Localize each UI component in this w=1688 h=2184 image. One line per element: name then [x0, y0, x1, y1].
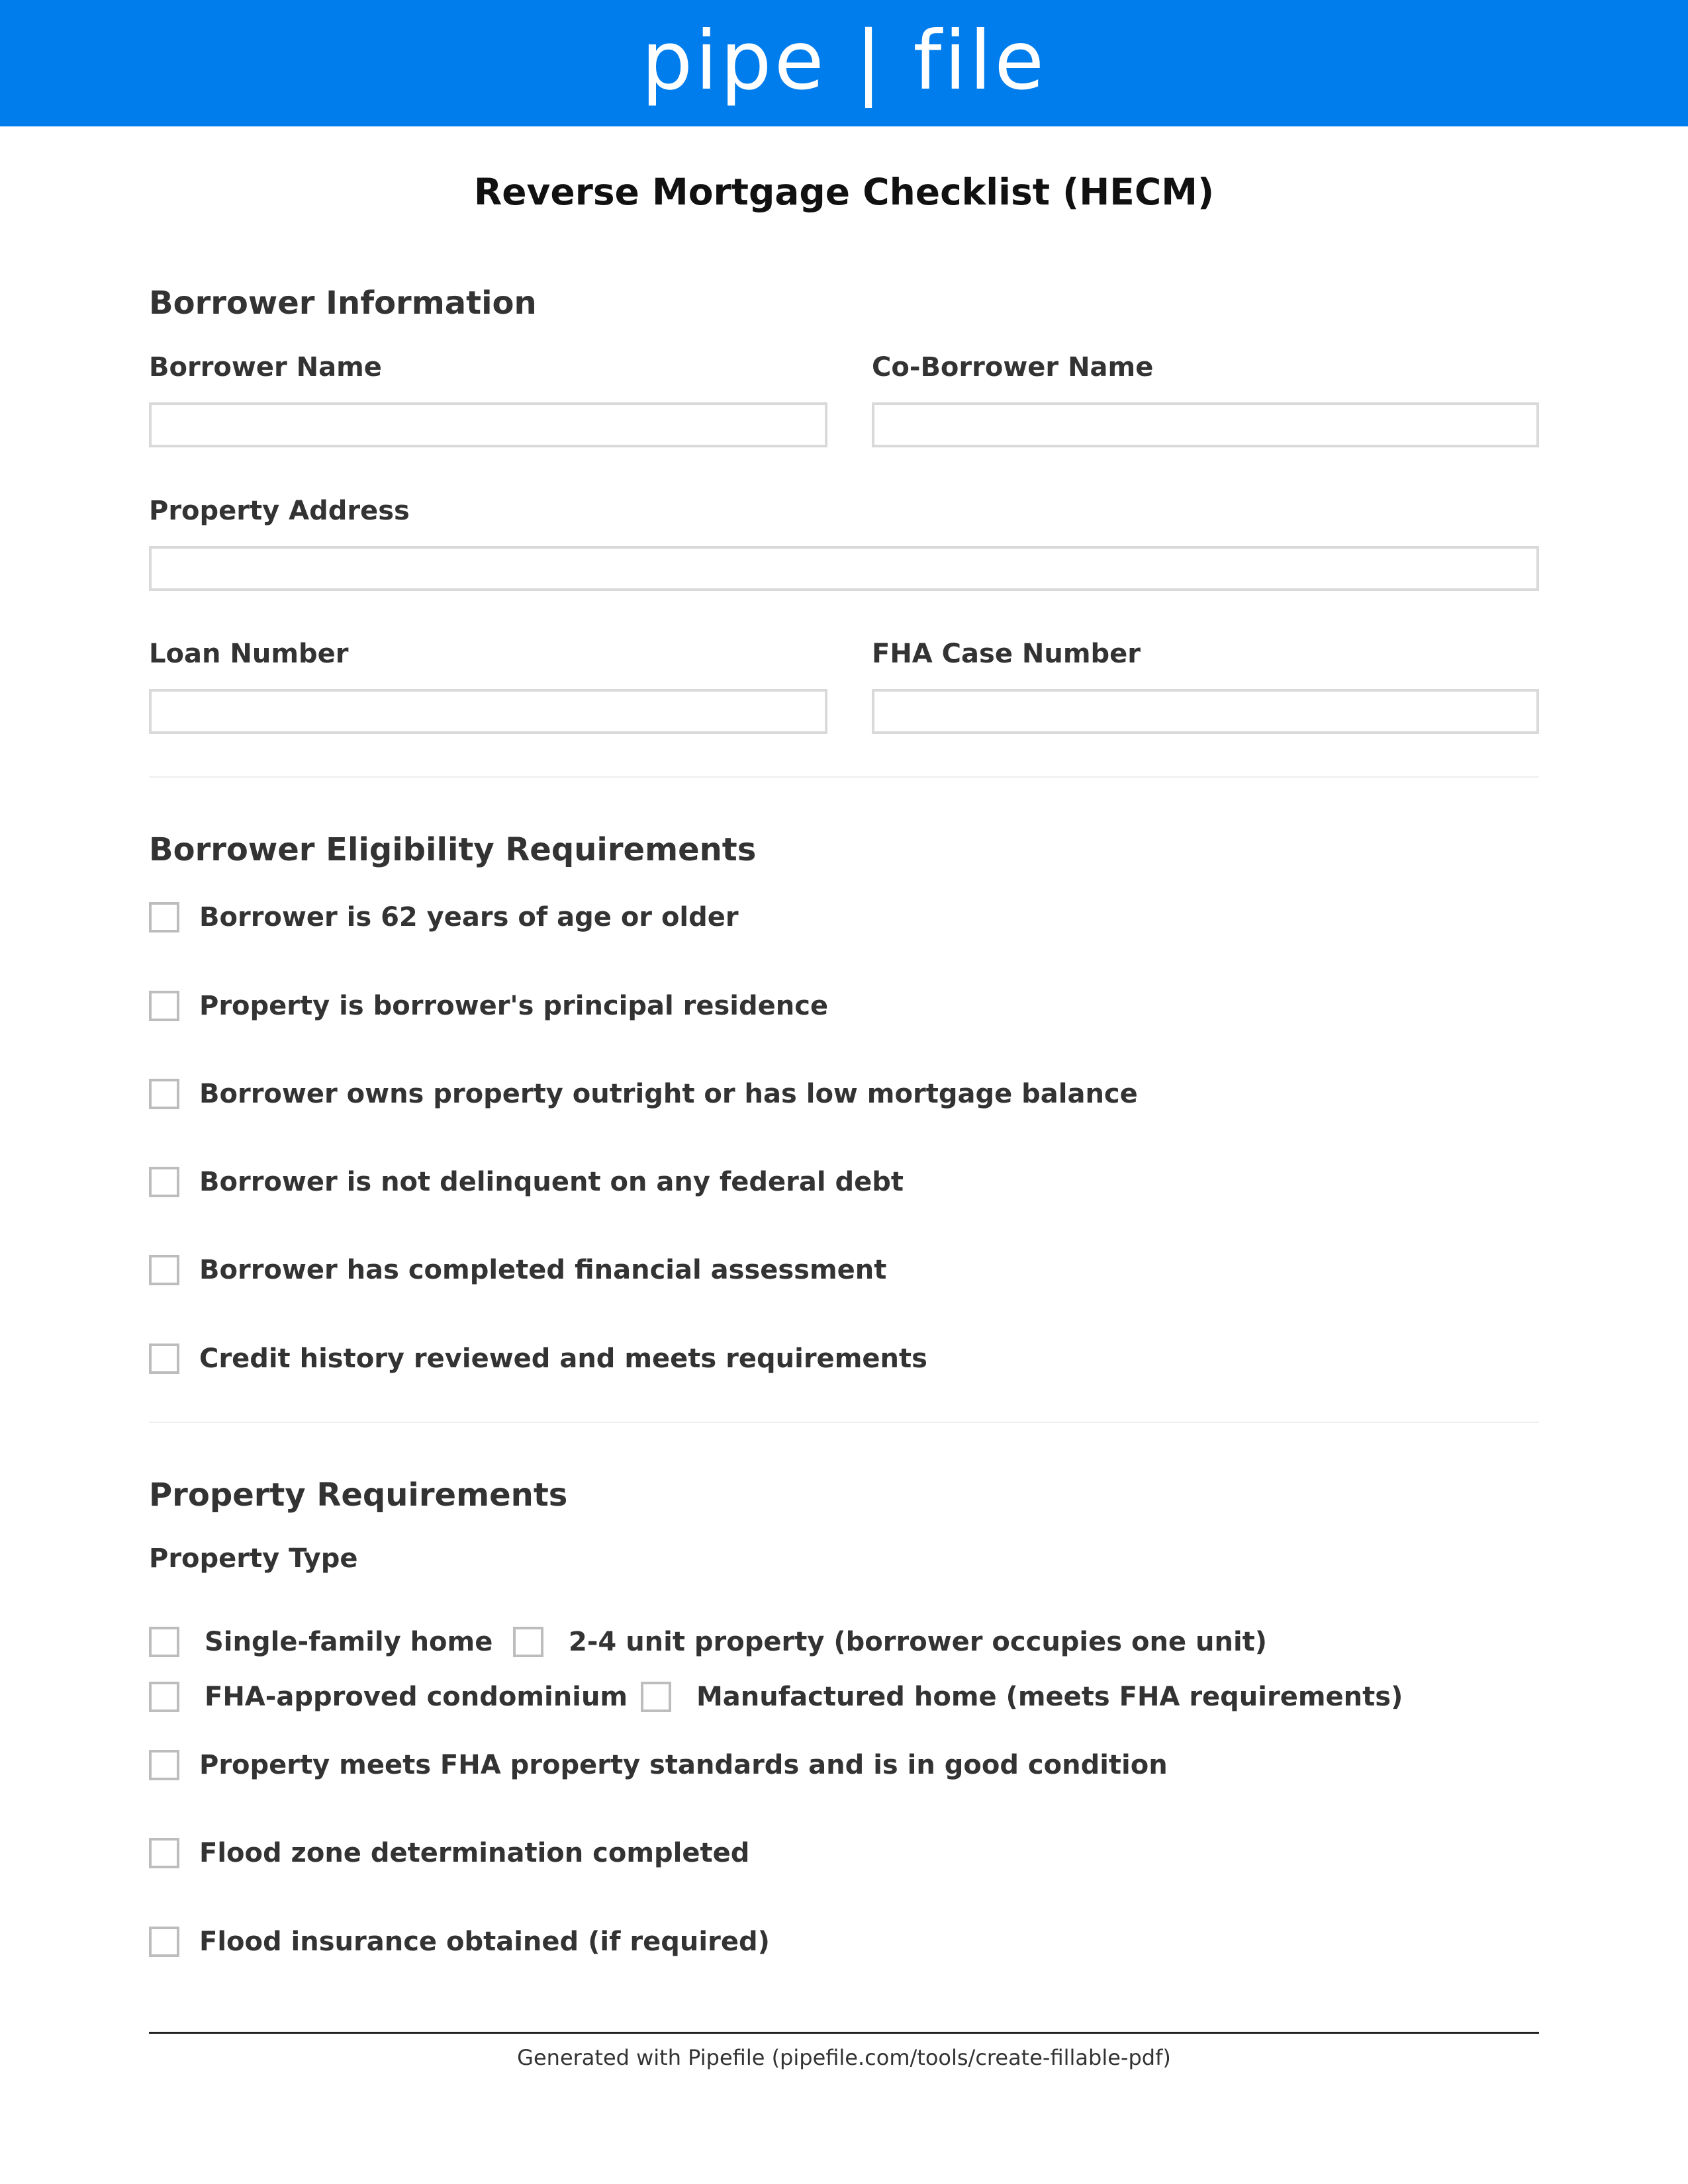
property-type-manufactured-checkbox[interactable] — [641, 1682, 671, 1712]
property-type-option — [641, 1682, 1403, 1712]
loan-number-field[interactable] — [149, 689, 827, 734]
property-type-option — [513, 1627, 1267, 1657]
property-type-option-label: Single-family home — [205, 1627, 493, 1657]
eligibility-item-label: Credit history reviewed and meets requirements — [199, 1343, 927, 1374]
eligibility-item-label: Property is borrower's principal residence — [199, 991, 829, 1021]
section-title-property-requirements: Property Requirements — [149, 1477, 568, 1514]
property-address-label: Property Address — [149, 496, 410, 526]
borrower-name-label: Borrower Name — [149, 352, 382, 383]
eligibility-item-label: Borrower has completed financial assessment — [199, 1255, 887, 1285]
eligibility-item — [149, 1079, 1138, 1109]
section-divider — [149, 1422, 1539, 1423]
eligibility-credit-history-checkbox[interactable] — [149, 1343, 179, 1374]
property-type-multi-unit-checkbox[interactable] — [513, 1627, 543, 1657]
document-title: Reverse Mortgage Checklist (HECM) — [473, 171, 1215, 213]
property-item-label: Flood insurance obtained (if required) — [199, 1927, 770, 1957]
co-borrower-name-field[interactable] — [872, 402, 1539, 447]
property-type-option-label: 2-4 unit property (borrower occupies one unit) — [569, 1627, 1268, 1657]
eligibility-item-label: Borrower is not delinquent on any federal debt — [199, 1167, 904, 1197]
property-item — [149, 1927, 770, 1957]
property-type-condominium-checkbox[interactable] — [149, 1682, 179, 1712]
eligibility-item-label: Borrower owns property outright or has low mortgage balance — [199, 1079, 1138, 1109]
fha-case-number-label: FHA Case Number — [872, 639, 1141, 669]
eligibility-item-label: Borrower is 62 years of age or older — [199, 902, 739, 933]
footer-text: Generated with Pipefile (pipefile.com/tools/create-fillable-pdf) — [517, 2045, 1171, 2070]
footer-rule — [149, 2032, 1539, 2034]
eligibility-federal-debt-checkbox[interactable] — [149, 1167, 179, 1197]
property-type-option-label: Manufactured home (meets FHA requirements) — [696, 1682, 1403, 1712]
eligibility-residence-checkbox[interactable] — [149, 991, 179, 1021]
eligibility-financial-assessment-checkbox[interactable] — [149, 1255, 179, 1285]
eligibility-item — [149, 902, 739, 933]
section-title-borrower-information: Borrower Information — [149, 285, 537, 322]
eligibility-item — [149, 991, 828, 1021]
fha-case-number-field[interactable] — [872, 689, 1539, 734]
eligibility-age-checkbox[interactable] — [149, 902, 179, 933]
borrower-name-field[interactable] — [149, 402, 827, 447]
property-type-option-label: FHA-approved condominium — [205, 1682, 628, 1712]
flood-zone-checkbox[interactable] — [149, 1838, 179, 1868]
property-item — [149, 1838, 749, 1868]
eligibility-item — [149, 1167, 904, 1197]
brand-logo: pipe | file — [641, 13, 1047, 108]
header-banner — [0, 0, 1688, 126]
section-divider — [149, 776, 1539, 778]
eligibility-item — [149, 1343, 927, 1374]
property-item-label: Flood zone determination completed — [199, 1838, 750, 1868]
eligibility-ownership-checkbox[interactable] — [149, 1079, 179, 1109]
section-title-eligibility: Borrower Eligibility Requirements — [149, 831, 757, 868]
eligibility-item — [149, 1255, 886, 1285]
property-item-label: Property meets FHA property standards and is in good condition — [199, 1750, 1168, 1780]
property-address-field[interactable] — [149, 546, 1539, 591]
property-type-label: Property Type — [149, 1543, 358, 1574]
property-type-option — [149, 1682, 628, 1712]
flood-insurance-checkbox[interactable] — [149, 1927, 179, 1957]
property-type-single-family-checkbox[interactable] — [149, 1627, 179, 1657]
property-standards-checkbox[interactable] — [149, 1750, 179, 1780]
co-borrower-name-label: Co-Borrower Name — [872, 352, 1154, 383]
loan-number-label: Loan Number — [149, 639, 349, 669]
property-item — [149, 1750, 1168, 1780]
property-type-option — [149, 1627, 492, 1657]
